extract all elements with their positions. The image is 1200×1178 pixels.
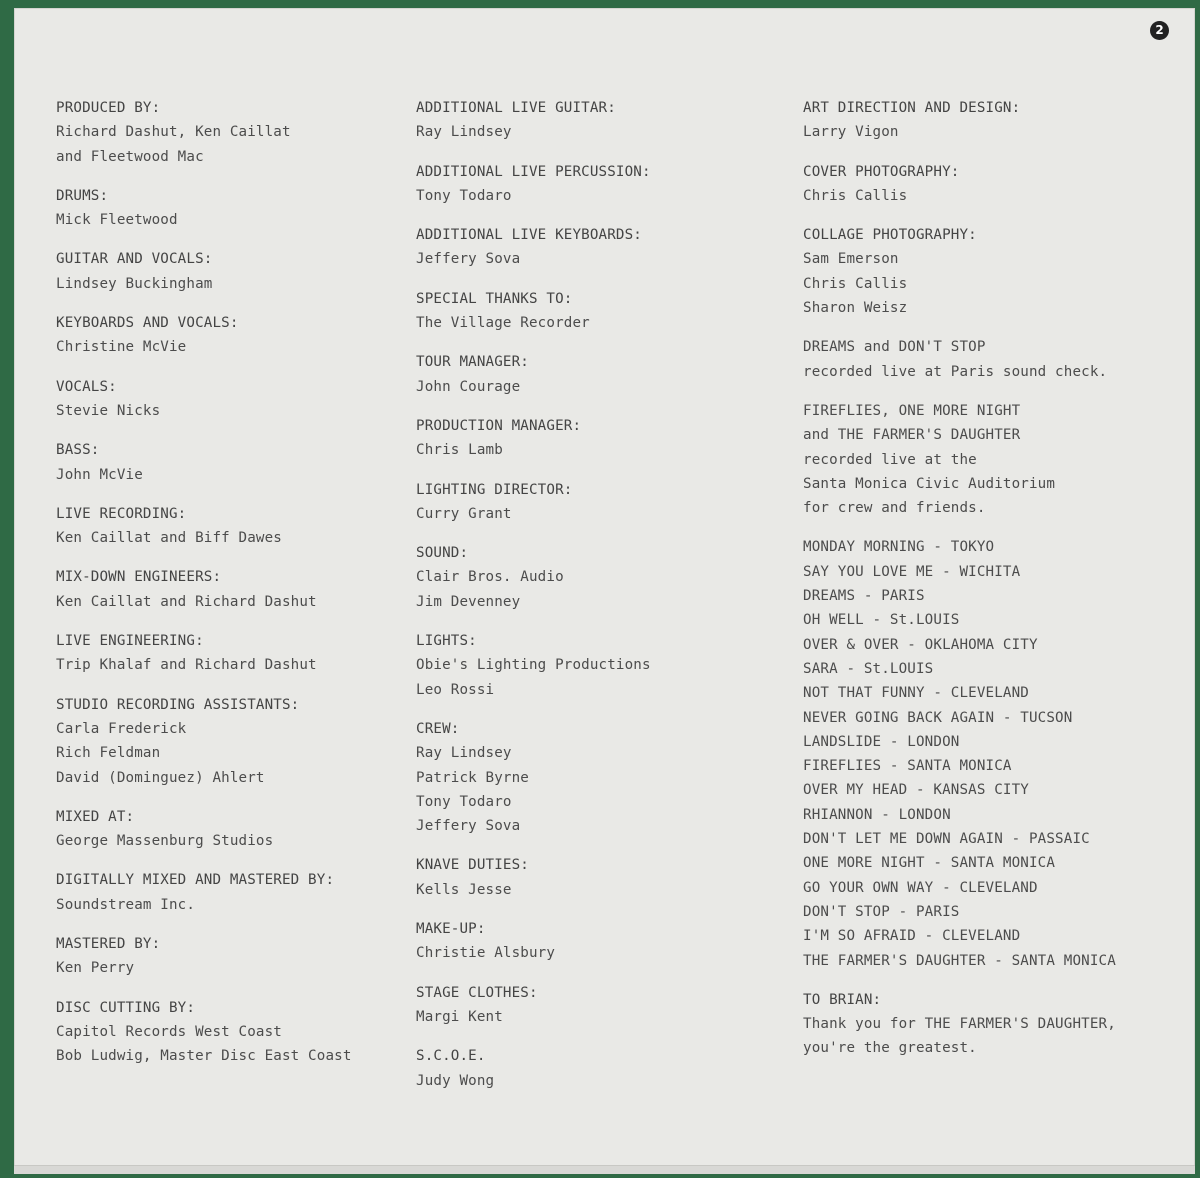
credit-line: GO YOUR OWN WAY - CLEVELAND bbox=[803, 879, 1038, 896]
credit-heading: BASS: bbox=[56, 442, 100, 459]
credit-line: Capitol Records West Coast bbox=[56, 1023, 282, 1040]
credit-line: I'M SO AFRAID - CLEVELAND bbox=[803, 928, 1021, 945]
credit-line: OVER MY HEAD - KANSAS CITY bbox=[803, 782, 1029, 799]
credit-line: The Village Recorder bbox=[416, 315, 590, 332]
credit-block bbox=[56, 184, 352, 233]
credit-heading: LIVE ENGINEERING: bbox=[56, 633, 204, 650]
credit-block bbox=[416, 414, 651, 463]
credit-line: MONDAY MORNING - TOKYO bbox=[803, 539, 995, 556]
credit-block bbox=[56, 438, 352, 487]
credit-block bbox=[56, 375, 352, 424]
credit-line: Ken Caillat and Biff Dawes bbox=[56, 530, 282, 547]
credit-line: ONE MORE NIGHT - SANTA MONICA bbox=[803, 855, 1056, 872]
credits-column-2 bbox=[416, 96, 651, 1108]
credit-heading: LIGHTING DIRECTOR: bbox=[416, 481, 573, 498]
credit-line: Thank you for THE FARMER'S DAUGHTER, bbox=[803, 1016, 1116, 1033]
credit-line: Carla Frederick bbox=[56, 720, 187, 737]
credit-line: Trip Khalaf and Richard Dashut bbox=[56, 657, 317, 674]
credit-line: Margi Kent bbox=[416, 1008, 503, 1025]
credit-line: SARA - St.LOUIS bbox=[803, 660, 934, 677]
credit-line: recorded live at the bbox=[803, 451, 977, 468]
credit-block bbox=[803, 535, 1116, 972]
credit-line: FIREFLIES, ONE MORE NIGHT bbox=[803, 402, 1021, 419]
credit-block bbox=[56, 247, 352, 296]
credit-heading: TO BRIAN: bbox=[803, 991, 882, 1008]
credit-line: DREAMS - PARIS bbox=[803, 588, 925, 605]
credit-heading: MAKE-UP: bbox=[416, 921, 486, 938]
credit-heading: MASTERED BY: bbox=[56, 936, 161, 953]
credit-block bbox=[56, 932, 352, 981]
credit-line: Leo Rossi bbox=[416, 681, 495, 698]
credit-block bbox=[803, 399, 1116, 520]
credit-heading: ART DIRECTION AND DESIGN: bbox=[803, 100, 1021, 116]
sheet-edge bbox=[14, 1165, 1195, 1174]
credit-heading: ADDITIONAL LIVE KEYBOARDS: bbox=[416, 227, 642, 244]
credit-line: NEVER GOING BACK AGAIN - TUCSON bbox=[803, 709, 1073, 726]
credit-heading: GUITAR AND VOCALS: bbox=[56, 251, 213, 268]
credit-block bbox=[416, 478, 651, 527]
credit-heading: PRODUCTION MANAGER: bbox=[416, 417, 582, 434]
credit-line: and Fleetwood Mac bbox=[56, 148, 204, 165]
credit-block bbox=[416, 96, 651, 145]
credit-block bbox=[56, 502, 352, 551]
credit-heading: KNAVE DUTIES: bbox=[416, 857, 529, 874]
credit-block bbox=[56, 805, 352, 854]
credit-line: THE FARMER'S DAUGHTER - SANTA MONICA bbox=[803, 952, 1116, 969]
credit-heading: DISC CUTTING BY: bbox=[56, 999, 196, 1016]
credit-line: Soundstream Inc. bbox=[56, 896, 196, 913]
credit-line: recorded live at Paris sound check. bbox=[803, 363, 1108, 380]
credit-line: Tony Todaro bbox=[416, 187, 512, 204]
credit-line: SAY YOU LOVE ME - WICHITA bbox=[803, 563, 1021, 580]
credit-line: Sam Emerson bbox=[803, 251, 899, 268]
credit-block bbox=[416, 287, 651, 336]
credit-block bbox=[803, 223, 1116, 320]
credits-column-3 bbox=[803, 96, 1116, 1076]
credit-heading: COLLAGE PHOTOGRAPHY: bbox=[803, 227, 977, 244]
credit-block bbox=[56, 96, 352, 169]
credit-line: George Massenburg Studios bbox=[56, 833, 274, 850]
credit-line: Lindsey Buckingham bbox=[56, 275, 213, 292]
credit-line: Ray Lindsey bbox=[416, 124, 512, 141]
credit-line: Tony Todaro bbox=[416, 793, 512, 810]
credit-block bbox=[416, 917, 651, 966]
credit-block bbox=[56, 629, 352, 678]
credits-column-1 bbox=[56, 96, 352, 1084]
credit-heading: MIX-DOWN ENGINEERS: bbox=[56, 569, 222, 586]
credit-heading: PRODUCED BY: bbox=[56, 100, 161, 116]
credit-heading: ADDITIONAL LIVE PERCUSSION: bbox=[416, 163, 651, 180]
credit-block bbox=[803, 335, 1116, 384]
credit-line: Larry Vigon bbox=[803, 124, 899, 141]
credit-line: Chris Callis bbox=[803, 187, 908, 204]
credit-heading: COVER PHOTOGRAPHY: bbox=[803, 163, 960, 180]
credit-line: Judy Wong bbox=[416, 1072, 495, 1089]
credit-line: John McVie bbox=[56, 466, 143, 483]
credit-line: Rich Feldman bbox=[56, 745, 161, 762]
credit-line: John Courage bbox=[416, 378, 521, 395]
credit-line: Mick Fleetwood bbox=[56, 212, 178, 229]
credit-block bbox=[416, 541, 651, 614]
credit-line: and THE FARMER'S DAUGHTER bbox=[803, 427, 1021, 444]
credit-block bbox=[416, 350, 651, 399]
credit-block bbox=[416, 853, 651, 902]
credit-line: FIREFLIES - SANTA MONICA bbox=[803, 758, 1012, 775]
credit-heading: DIGITALLY MIXED AND MASTERED BY: bbox=[56, 872, 335, 889]
credit-heading: VOCALS: bbox=[56, 378, 117, 395]
credit-line: Clair Bros. Audio bbox=[416, 569, 564, 586]
credit-heading: SPECIAL THANKS TO: bbox=[416, 290, 573, 307]
credit-heading: LIVE RECORDING: bbox=[56, 505, 187, 522]
credit-line: Christie Alsbury bbox=[416, 945, 556, 962]
credit-heading: TOUR MANAGER: bbox=[416, 354, 529, 371]
credit-line: Richard Dashut, Ken Caillat bbox=[56, 124, 291, 141]
credit-line: Chris Callis bbox=[803, 275, 908, 292]
credit-line: Ray Lindsey bbox=[416, 745, 512, 762]
credit-line: Patrick Byrne bbox=[416, 769, 529, 786]
credit-line: Jeffery Sova bbox=[416, 251, 521, 268]
credit-line: Santa Monica Civic Auditorium bbox=[803, 475, 1056, 492]
credit-line: NOT THAT FUNNY - CLEVELAND bbox=[803, 685, 1029, 702]
credit-block bbox=[56, 565, 352, 614]
credit-line: Curry Grant bbox=[416, 505, 512, 522]
credit-block bbox=[56, 996, 352, 1069]
credit-line: RHIANNON - LONDON bbox=[803, 806, 951, 823]
page-number-badge: 2 bbox=[1150, 21, 1169, 40]
credit-line: Bob Ludwig, Master Disc East Coast bbox=[56, 1048, 352, 1065]
credit-heading: SOUND: bbox=[416, 545, 469, 562]
credit-block bbox=[416, 981, 651, 1030]
credit-heading: MIXED AT: bbox=[56, 808, 135, 825]
credit-block bbox=[416, 160, 651, 209]
credit-line: Ken Caillat and Richard Dashut bbox=[56, 593, 317, 610]
credit-line: David (Dominguez) Ahlert bbox=[56, 769, 265, 786]
credit-line: Ken Perry bbox=[56, 960, 135, 977]
credit-block bbox=[416, 223, 651, 272]
credit-line: Obie's Lighting Productions bbox=[416, 657, 651, 674]
credit-line: DON'T STOP - PARIS bbox=[803, 903, 960, 920]
credit-line: Sharon Weisz bbox=[803, 300, 908, 317]
credit-line: OH WELL - St.LOUIS bbox=[803, 612, 960, 629]
credit-line: DON'T LET ME DOWN AGAIN - PASSAIC bbox=[803, 831, 1090, 848]
credit-heading: S.C.O.E. bbox=[416, 1048, 486, 1065]
credit-line: Stevie Nicks bbox=[56, 402, 161, 419]
credit-line: Chris Lamb bbox=[416, 442, 503, 459]
credit-heading: STAGE CLOTHES: bbox=[416, 984, 538, 1001]
credit-block bbox=[56, 311, 352, 360]
credit-block bbox=[803, 988, 1116, 1061]
credit-heading: STUDIO RECORDING ASSISTANTS: bbox=[56, 696, 300, 713]
credit-block bbox=[416, 717, 651, 838]
credit-block bbox=[803, 160, 1116, 209]
credit-block bbox=[416, 1044, 651, 1093]
credit-line: Christine McVie bbox=[56, 339, 187, 356]
credit-block bbox=[56, 693, 352, 790]
credit-heading: DRUMS: bbox=[56, 187, 109, 204]
credit-block bbox=[56, 868, 352, 917]
credit-line: Jim Devenney bbox=[416, 593, 521, 610]
credit-line: DREAMS and DON'T STOP bbox=[803, 339, 986, 356]
credit-heading: ADDITIONAL LIVE GUITAR: bbox=[416, 100, 616, 116]
credit-line: you're the greatest. bbox=[803, 1040, 977, 1057]
credit-block bbox=[416, 629, 651, 702]
credit-heading: LIGHTS: bbox=[416, 633, 477, 650]
credit-heading: CREW: bbox=[416, 720, 460, 737]
credit-heading: KEYBOARDS AND VOCALS: bbox=[56, 315, 239, 332]
credit-line: Kells Jesse bbox=[416, 881, 512, 898]
credit-line: OVER & OVER - OKLAHOMA CITY bbox=[803, 636, 1038, 653]
credit-line: Jeffery Sova bbox=[416, 818, 521, 835]
credit-block bbox=[803, 96, 1116, 145]
credit-line: LANDSLIDE - LONDON bbox=[803, 733, 960, 750]
credit-line: for crew and friends. bbox=[803, 500, 986, 517]
